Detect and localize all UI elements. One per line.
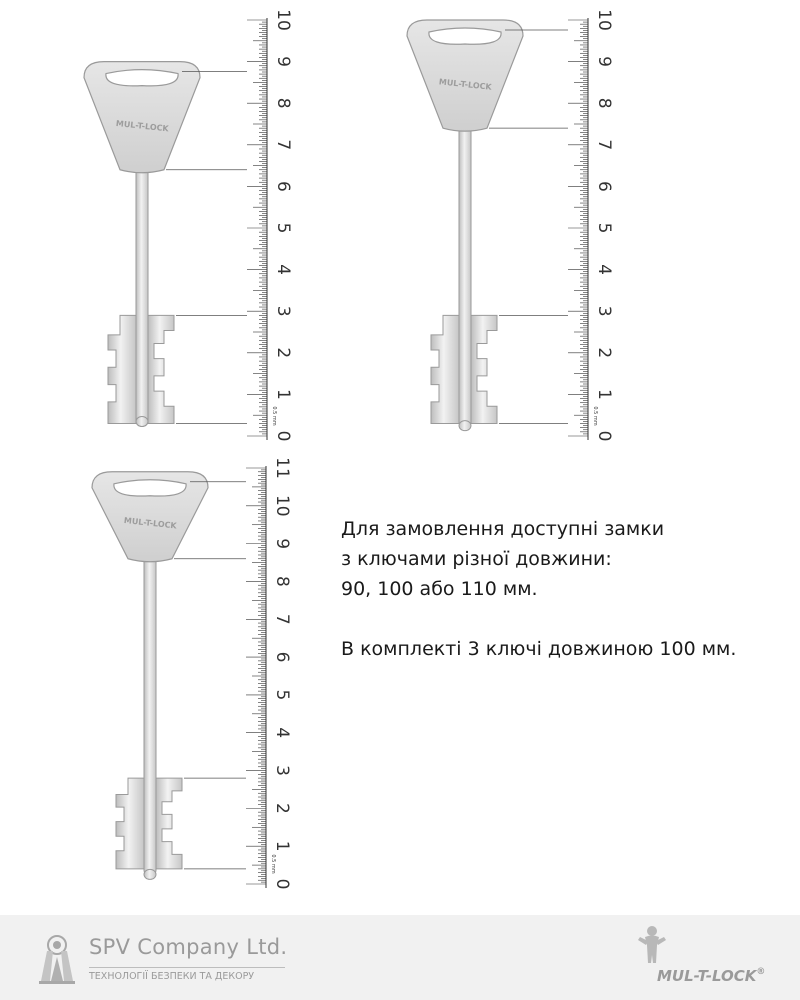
- key-figure-90mm: [60, 10, 360, 450]
- key-figure-100mm: [400, 10, 700, 450]
- ruler: [60, 10, 360, 450]
- ruler-number: 7: [272, 613, 292, 625]
- ruler-number: 8: [594, 97, 614, 109]
- ruler-number: 3: [273, 305, 293, 317]
- ruler-number: 9: [272, 538, 292, 550]
- company-tagline: ТЕХНОЛОГІЇ БЕЗПЕКИ ТА ДЕКОРУ: [89, 967, 285, 982]
- ruler-number: 10: [272, 494, 292, 517]
- ruler-number: 6: [594, 180, 614, 192]
- ruler-number: 5: [273, 222, 293, 234]
- ruler-number: 0: [594, 430, 614, 442]
- ruler-number: 7: [594, 139, 614, 151]
- ruler-number: 5: [594, 222, 614, 234]
- key-length-info: [341, 514, 796, 664]
- key-brand-engraving: MUL-T-LOCK: [123, 515, 178, 531]
- ruler-number: 1: [594, 388, 614, 400]
- ruler-number: 4: [273, 264, 293, 276]
- ruler-number: 1: [272, 840, 292, 852]
- ruler-number: 4: [594, 264, 614, 276]
- ruler-strip: [247, 18, 269, 440]
- ruler-number: 6: [272, 651, 292, 663]
- ruler-strip: [568, 18, 590, 440]
- info-line-4: В комплекті 3 ключі довжиною 100 мм.: [341, 638, 737, 660]
- ruler-number: 10: [594, 9, 614, 31]
- ruler-unit-label: 0.5 mm: [592, 406, 598, 426]
- info-line-3: 90, 100 або 110 мм.: [341, 578, 538, 600]
- ruler-number: 10: [273, 9, 293, 31]
- ruler-unit-label: 0.5 mm: [271, 406, 277, 426]
- ruler-number: 5: [272, 689, 292, 701]
- ruler-number: 6: [273, 180, 293, 192]
- ruler-number: 9: [273, 56, 293, 68]
- ruler-strip: [246, 466, 268, 888]
- ruler-number: 0: [272, 878, 292, 890]
- ruler-number: 2: [272, 802, 292, 814]
- partner-brand: MUL-T-LOCK®: [657, 967, 766, 985]
- ruler-number: 8: [273, 97, 293, 109]
- footer-bar: [0, 915, 800, 1000]
- ruler-number: 11: [272, 457, 292, 479]
- ruler: [70, 457, 370, 900]
- ruler-number: 7: [273, 139, 293, 151]
- ruler-number: 3: [272, 765, 292, 776]
- key-brand-engraving: MUL-T-LOCK: [438, 77, 493, 92]
- ruler-number: 2: [594, 347, 614, 359]
- key-figure-110mm: [70, 457, 370, 900]
- ruler-number: 8: [272, 576, 292, 587]
- ruler-number: 1: [273, 388, 293, 400]
- ruler-number: 9: [594, 56, 614, 68]
- ruler-number: 4: [272, 727, 292, 739]
- info-line-1: Для замовлення доступні замки: [341, 518, 665, 540]
- ruler-unit-label: 0.5 mm: [270, 854, 276, 874]
- company-name: SPV Company Ltd.: [89, 935, 288, 959]
- key-brand-engraving: MUL-T-LOCK: [115, 118, 170, 134]
- info-line-2: з ключами різної довжини:: [341, 548, 612, 570]
- ruler-number: 3: [594, 305, 614, 317]
- spv-logo-icon: [35, 929, 79, 985]
- ruler-number: 2: [273, 347, 293, 359]
- ruler-number: 0: [273, 430, 293, 442]
- ruler: [400, 10, 700, 450]
